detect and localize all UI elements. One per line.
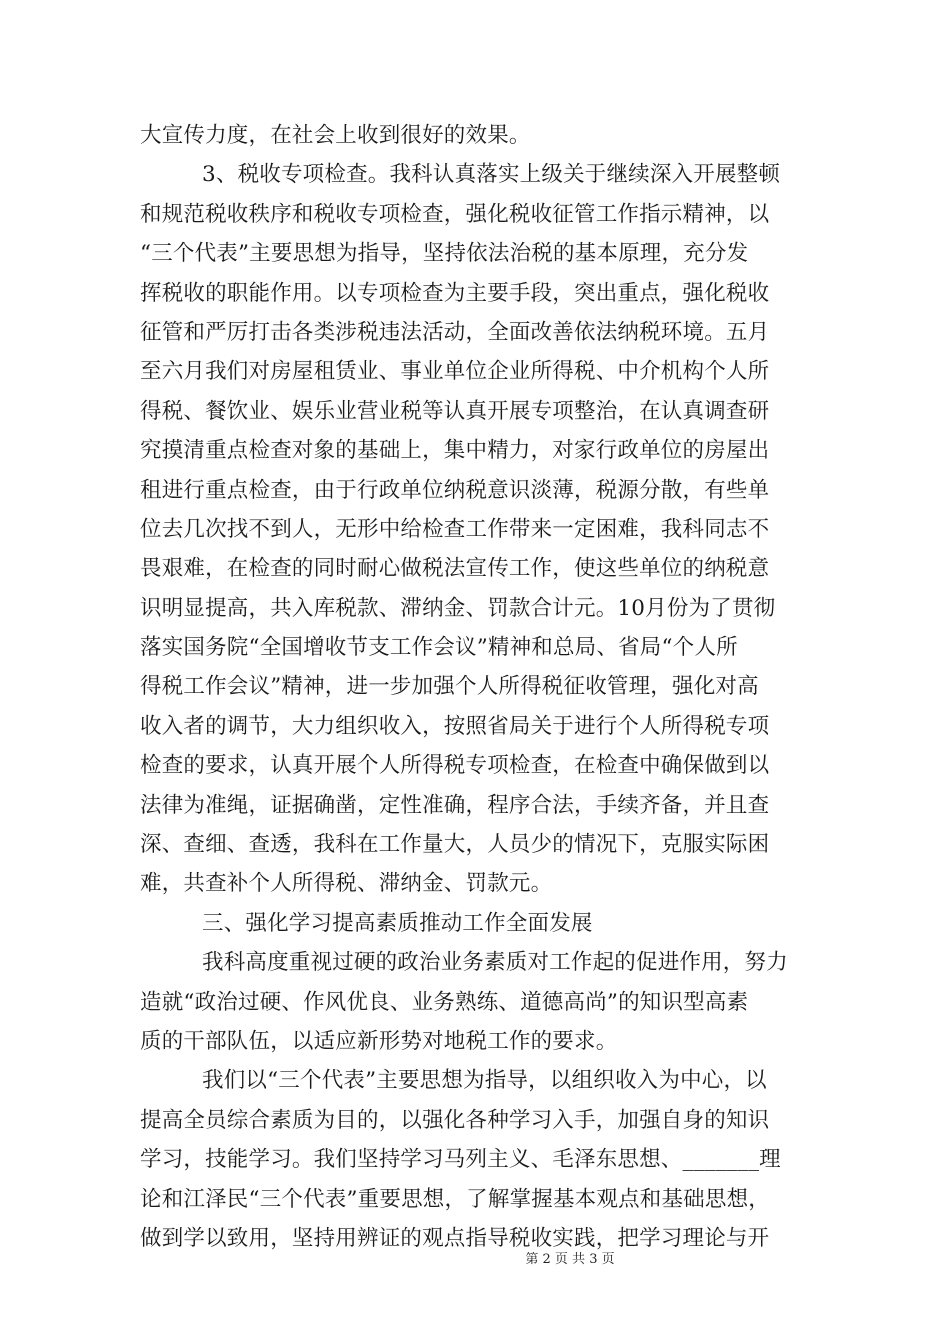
text-line: 大宣传力度，在社会上收到很好的效果。 (140, 123, 531, 148)
page-number-footer: 第 2 页 共 3 页 (525, 1252, 615, 1267)
text-line: 和规范税收秩序和税收专项检查，强化税收征管工作指示精神，以 (140, 201, 770, 227)
text-line: 法律为准绳，证据确凿，定性准确，程序合法，手续齐备，并且查 (140, 792, 770, 818)
text-line: 深、查细、查透，我科在工作量大，人员少的情况下，克服实际困 (140, 832, 770, 858)
text-line: 征管和严厉打击各类涉税违法活动，全面改善依法纳税环境。五月 (140, 319, 770, 345)
text-line: 学习，技能学习。我们坚持学习马列主义、毛泽东思想、_______理 (140, 1147, 781, 1173)
paragraph-start-line: 我科高度重视过硬的政治业务素质对工作起的促进作用，努力 (202, 950, 788, 976)
text-line: 收入者的调节，大力组织收入，按照省局关于进行个人所得税专项 (140, 713, 770, 739)
text-line: 挥税收的职能作用。以专项检查为主要手段，突出重点，强化税收 (140, 280, 770, 306)
text-line: 至六月我们对房屋租赁业、事业单位企业所得税、中介机构个人所 (140, 359, 770, 385)
text-line: 得税工作会议”精神，进一步加强个人所得税征收管理，强化对高 (140, 674, 759, 700)
text-line: 租进行重点检查，由于行政单位纳税意识淡薄，税源分散，有些单 (140, 477, 770, 503)
paragraph-start-line: 3、税收专项检查。我科认真落实上级关于继续深入开展整顿 (202, 162, 781, 188)
paragraph-start-line: 我们以“三个代表”主要思想为指导，以组织收入为中心，以 (202, 1068, 767, 1094)
text-line: 究摸清重点检查对象的基础上，集中精力，对家行政单位的房屋出 (140, 438, 770, 464)
text-line: 难，共查补个人所得税、滞纳金、罚款元。 (140, 871, 553, 897)
text-line: 做到学以致用，坚持用辨证的观点指导税收实践，把学习理论与开 (140, 1225, 770, 1251)
text-line: “三个代表”主要思想为指导，坚持依法治税的基本原理，充分发 (140, 241, 749, 267)
text-line: 识明显提高，共入库税款、滞纳金、罚款合计元。10月份为了贯彻 (140, 595, 776, 621)
text-line: 提高全员综合素质为目的，以强化各种学习入手，加强自身的知识 (140, 1107, 770, 1133)
text-line: 检查的要求，认真开展个人所得税专项检查，在检查中确保做到以 (140, 753, 770, 779)
text-line: 位去几次找不到人，无形中给检查工作带来一定困难，我科同志不 (140, 516, 770, 542)
document-body (140, 116, 820, 1258)
text-line: 落实国务院“全国增收节支工作会议”精神和总局、省局“个人所 (140, 635, 738, 661)
text-line: 得税、餐饮业、娱乐业营业税等认真开展专项整治，在认真调查研 (140, 398, 770, 424)
text-line: 畏艰难，在检查的同时耐心做税法宣传工作，使这些单位的纳税意 (140, 556, 770, 582)
text-line: 造就“政治过硬、作风优良、业务熟练、道德高尚”的知识型高素 (140, 989, 749, 1015)
text-line: 论和江泽民“三个代表”重要思想，了解掌握基本观点和基础思想， (140, 1186, 770, 1212)
section-heading: 三、强化学习提高素质推动工作全面发展 (202, 910, 593, 936)
text-line: 质的干部队伍，以适应新形势对地税工作的要求。 (140, 1028, 618, 1054)
